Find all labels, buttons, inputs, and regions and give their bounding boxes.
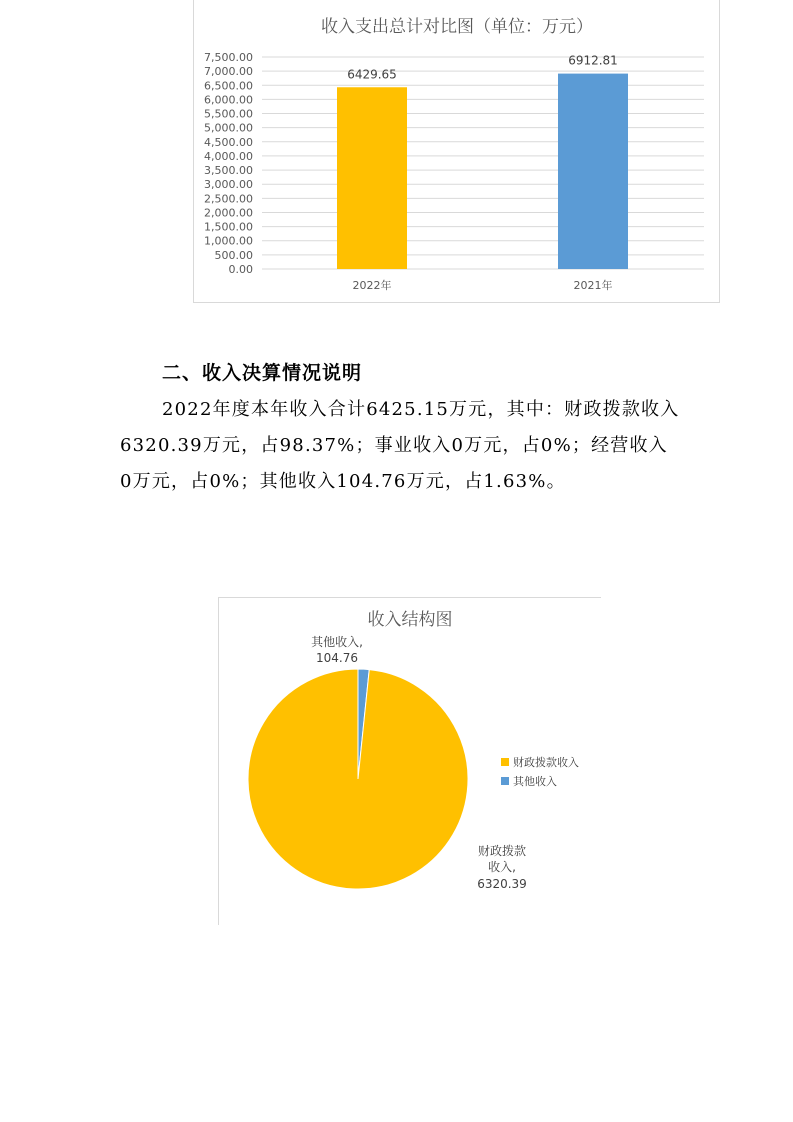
section-heading: 二、收入决算情况说明	[162, 362, 363, 384]
bar-y-tick-label: 6,000.00	[204, 93, 253, 107]
bar-y-tick-label: 1,500.00	[204, 220, 253, 234]
bar-y-tick-label: 5,000.00	[204, 121, 253, 135]
bar-y-tick-label: 7,000.00	[204, 65, 253, 79]
pie-label-main-name: 财政拨款	[477, 844, 527, 858]
pie-chart-container	[218, 597, 601, 925]
bar-y-tick-label: 1,000.00	[204, 234, 253, 248]
bar-chart-container	[193, 0, 720, 303]
bar-x-tick-label: 2021年	[573, 279, 613, 292]
bar-y-tick-label: 3,500.00	[204, 164, 253, 178]
pie-label-other-name: 其他收入,	[311, 635, 363, 649]
bar-y-tick-label: 2,000.00	[204, 206, 253, 220]
pie-label-main-name-2: 收入,	[488, 860, 516, 874]
legend-swatch-other	[501, 777, 509, 785]
bar-value-label: 6429.65	[347, 67, 397, 82]
bar-y-tick-label: 5,500.00	[204, 107, 253, 121]
bar-chart-title: 收入支出总计对比图（单位：万元）	[321, 17, 593, 37]
bar-chart	[194, 0, 719, 302]
bar-value-label: 6912.81	[568, 53, 618, 68]
bar-y-tick-label: 4,000.00	[204, 149, 253, 163]
bar-y-tick-label: 3,000.00	[204, 178, 253, 192]
bar	[558, 74, 628, 269]
legend-label-main: 财政拨款收入	[513, 756, 579, 769]
pie-slice	[248, 669, 468, 889]
bar-y-tick-label: 7,500.00	[204, 51, 253, 64]
body-paragraph: 2022年度本年收入合计6425.15万元，其中：财政拨款收入6320.39万元，占98.37%；事业收入0万元，占0%；经营收入0万元，占0%；其他收入104.76万元，占1.63%。	[120, 399, 680, 492]
pie-label-other-value: 104.76	[316, 651, 358, 665]
bar-x-tick-label: 2022年	[352, 279, 392, 292]
legend-label-other: 其他收入	[513, 775, 557, 788]
bar-y-tick-label: 4,500.00	[204, 135, 253, 149]
bar-y-tick-label: 500.00	[214, 248, 253, 262]
bar-y-tick-label: 0.00	[228, 263, 253, 276]
bar	[337, 87, 407, 269]
pie-chart	[219, 598, 601, 925]
legend-swatch-main	[501, 758, 509, 766]
pie-chart-title: 收入结构图	[367, 610, 453, 630]
bar-y-tick-label: 6,500.00	[204, 79, 253, 93]
bar-y-tick-label: 2,500.00	[204, 192, 253, 206]
pie-label-main-value: 6320.39	[477, 877, 527, 891]
